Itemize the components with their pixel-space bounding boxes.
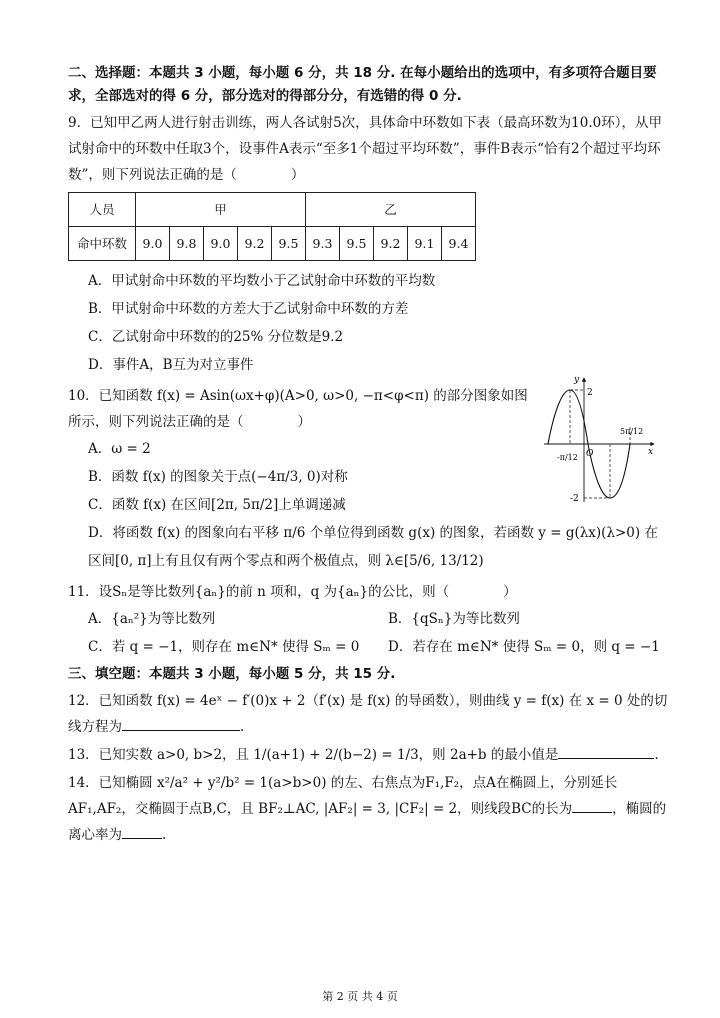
q12-end: . <box>240 719 245 735</box>
question-11-stem: 11．设Sₙ是等比数列{aₙ}的前 n 项和，q 为{aₙ}的公比，则（ ） <box>68 584 517 600</box>
answer-blank[interactable] <box>572 798 612 813</box>
table-cell: 9.8 <box>170 227 204 261</box>
question-14 <box>68 770 668 848</box>
table-cell: 9.2 <box>374 227 408 261</box>
page-footer: 第 2 页 共 4 页 <box>322 990 398 1003</box>
x-left-label: -π/12 <box>557 453 578 462</box>
answer-blank[interactable] <box>558 744 654 759</box>
shooting-table <box>68 192 476 261</box>
q10-option-b: B．函数 f(x) 的图象关于点(−4π/3, 0)对称 <box>88 469 348 485</box>
question-12 <box>68 688 668 740</box>
table-cell: 9.1 <box>408 227 442 261</box>
table-row-label: 命中环数 <box>69 227 136 261</box>
x-right-label: 5π/12 <box>620 427 644 436</box>
q14-end: . <box>162 827 167 843</box>
question-13 <box>68 742 668 768</box>
q11-option-d: D．若存在 m∈N* 使得 Sₘ = 0，则 q = −1 <box>388 639 660 655</box>
question-10-stem: 10．已知函数 f(x) = Asin(ωx+φ)(A>0, ω>0, −π<φ<π) 的部分图象如图所示，则下列说法正确的是（ ） <box>68 388 528 430</box>
sine-graph <box>540 372 660 508</box>
q9-option-a: A．甲试射命中环数的平均数小于乙试射命中环数的平均数 <box>88 273 436 289</box>
answer-blank[interactable] <box>122 824 162 839</box>
table-cell: 9.3 <box>306 227 340 261</box>
q10-option-a: A．ω = 2 <box>88 441 151 457</box>
table-cell: 9.0 <box>204 227 238 261</box>
q11-option-c: C．若 q = −1，则存在 m∈N* 使得 Sₘ = 0 <box>88 639 360 655</box>
x-axis-label: x <box>648 447 654 457</box>
table-header-person: 人员 <box>69 193 136 227</box>
q14-mid: ，椭圆的离心率为 <box>68 801 667 843</box>
table-cell: 9.5 <box>272 227 306 261</box>
q14-stem: 14．已知椭圆 x²/a² + y²/b² = 1(a>b>0) 的左、右焦点为F₁,F₂，点A在椭圆上，分别延长AF₁,AF₂，交椭圆于点B,C，且 BF₂⊥AC, |AF₂| = 3, |CF₂| = 2，则线段BC的长为 <box>68 775 618 817</box>
table-cell: 9.4 <box>442 227 476 261</box>
q10-option-c: C．函数 f(x) 在区间[2π, 5π/2]上单调递减 <box>88 497 346 513</box>
q9-option-c: C．乙试射命中环数的的25% 分位数是9.2 <box>88 329 344 345</box>
q13-end: . <box>654 747 659 763</box>
q9-option-b: B．甲试射命中环数的方差大于乙试射命中环数的方差 <box>88 301 409 317</box>
answer-blank[interactable] <box>122 716 240 731</box>
table-header-yi: 乙 <box>306 193 476 227</box>
q12-stem: 12．已知函数 f(x) = 4eˣ − f′(0)x + 2（f′(x) 是 f(x) 的导函数），则曲线 y = f(x) 在 x = 0 处的切线方程为 <box>68 693 668 735</box>
table-cell: 9.5 <box>340 227 374 261</box>
table-header-jia: 甲 <box>136 193 306 227</box>
q10-option-d: D．将函数 f(x) 的图象向右平移 π/6 个单位得到函数 g(x) 的图象，若函数 y = g(λx)(λ>0) 在区间[0, π]上有且仅有两个零点和两个极值点，则 λ∈[5/6, 13/12) <box>88 525 658 569</box>
q9-option-d: D．事件A，B互为对立事件 <box>88 357 254 373</box>
question-9-stem: 9．已知甲乙两人进行射击训练，两人各试射5次，具体命中环数如下表（最高环数为10.0环），从甲试射命中的环数中任取3个，设事件A表示“至多1个超过平均环数”，事件B表示“恰有2个超过平均环数”，则下列说法正确的是（ ） <box>68 115 662 183</box>
y-axis-label: y <box>574 375 580 385</box>
q13-stem: 13．已知实数 a>0, b>2，且 1/(a+1) + 2/(b−2) = 1/3，则 2a+b 的最小值是 <box>68 747 559 763</box>
q11-option-a: A．{aₙ²}为等比数列 <box>88 611 216 627</box>
table-cell: 9.0 <box>136 227 170 261</box>
section-2-heading: 二、选择题：本题共 3 小题，每小题 6 分，共 18 分. 在每小题给出的选项中，有多项符合题目要求，全部选对的得 6 分，部分选对的得部分分，有选错的得 0 分. <box>68 65 657 104</box>
y-bottom-label: -2 <box>570 494 579 504</box>
y-top-label: 2 <box>587 388 593 398</box>
table-cell: 9.2 <box>238 227 272 261</box>
q11-option-b: B．{qSₙ}为等比数列 <box>388 611 520 627</box>
section-3-heading: 三、填空题：本题共 3 小题，每小题 5 分，共 15 分. <box>68 666 396 682</box>
origin-label: O <box>586 449 594 459</box>
